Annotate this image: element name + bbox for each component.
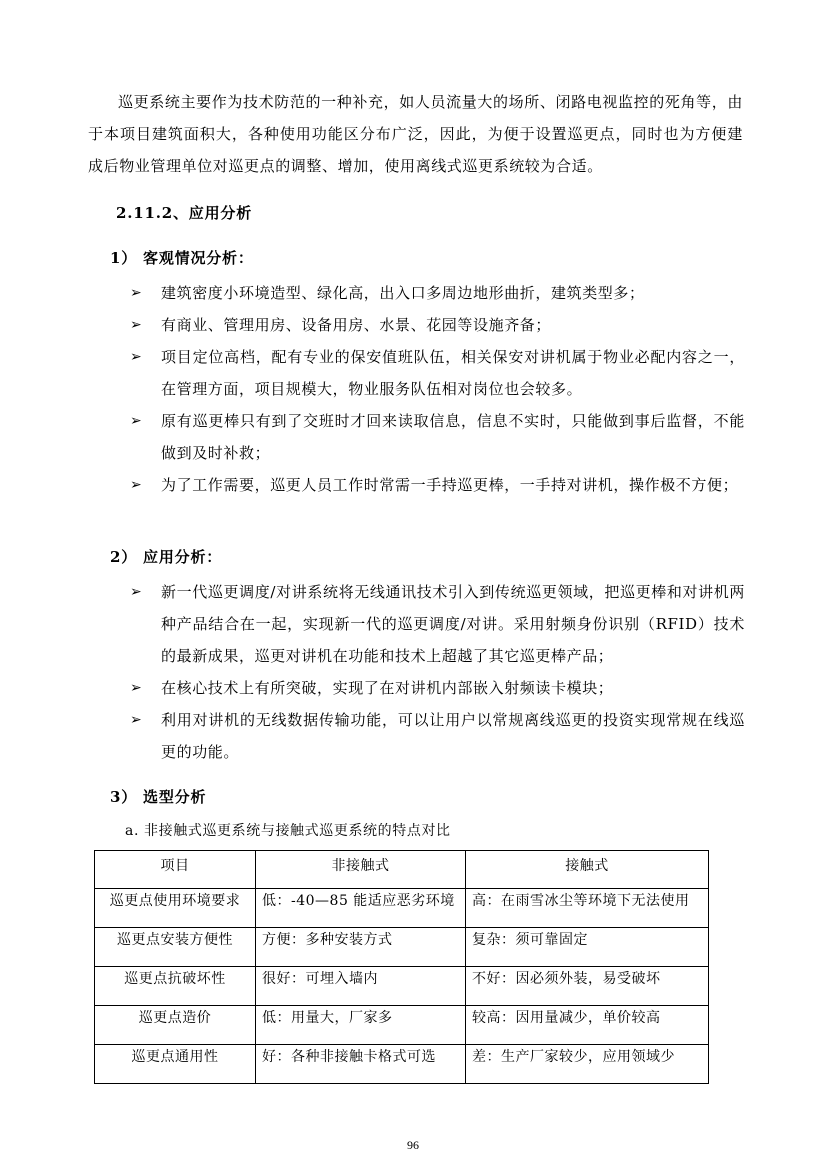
table-cell: 很好：可埋入墙内 <box>256 967 466 1006</box>
table-cell: 巡更点通用性 <box>95 1045 256 1084</box>
page-number: 96 <box>407 1138 419 1152</box>
table-cell: 高：在雨雪冰尘等环境下无法使用 <box>466 889 709 928</box>
arrow-bullet-icon: ➢ <box>130 413 143 429</box>
arrow-bullet-icon: ➢ <box>130 584 143 600</box>
table-cell: 巡更点抗破坏性 <box>95 967 256 1006</box>
table-cell: 巡更点使用环境要求 <box>95 889 256 928</box>
table-cell: 复杂：须可靠固定 <box>466 928 709 967</box>
column-header: 接触式 <box>466 851 709 889</box>
list-item-text: 为了工作需要，巡更人员工作时常需一手持巡更棒，一手持对讲机，操作极不方便； <box>161 476 739 494</box>
table-cell: 方便：多种安装方式 <box>256 928 466 967</box>
comparison-table <box>94 850 709 1084</box>
list-item <box>130 576 745 672</box>
list-item-text: 新一代巡更调度/对讲系统将无线通讯技术引入到传统巡更领域，把巡更棒和对讲机两种产品结合在一起，实现新一代的巡更调度/对讲。采用射频身份识别（RFID）技术的最新成果，巡更对讲机在功能和技术上超越了其它巡更棒产品； <box>161 583 745 665</box>
list-item-text: 在核心技术上有所突破，实现了在对讲机内部嵌入射频读卡模块； <box>161 679 614 697</box>
table-row <box>95 1006 709 1045</box>
table-cell: 不好：因必须外装，易受破坏 <box>466 967 709 1006</box>
subsection-2-heading: 2） 应用分析： <box>110 548 223 566</box>
list-item <box>130 672 745 704</box>
list-item <box>130 341 745 405</box>
arrow-bullet-icon: ➢ <box>130 317 143 333</box>
section-heading: 2.11.2、应用分析 <box>116 204 252 222</box>
arrow-bullet-icon: ➢ <box>130 680 143 696</box>
list-item <box>130 309 745 341</box>
table-caption: a. 非接触式巡更系统与接触式巡更系统的特点对比 <box>125 823 451 839</box>
subsection-1-heading: 1） 客观情况分析： <box>110 249 254 267</box>
list-item-text: 建筑密度小环境造型、绿化高，出入口多周边地形曲折，建筑类型多； <box>161 284 645 302</box>
subsection-3-heading: 3） 选型分析 <box>110 788 207 806</box>
intro-paragraph: 巡更系统主要作为技术防范的一种补充，如人员流量大的场所、闭路电视监控的死角等，由于本项目建筑面积大，各种使用功能区分布广泛，因此，为便于设置巡更点，同时也为方便建成后物业管理单位对巡更点的调整、增加，使用离线式巡更系统较为合适。 <box>88 93 743 175</box>
list-item <box>130 469 745 501</box>
arrow-bullet-icon: ➢ <box>130 477 143 493</box>
table-cell: 好：各种非接触卡格式可选 <box>256 1045 466 1084</box>
arrow-bullet-icon: ➢ <box>130 712 143 728</box>
list-item-text: 项目定位高档，配有专业的保安值班队伍，相关保安对讲机属于物业必配内容之一，在管理方面，项目规模大，物业服务队伍相对岗位也会较多。 <box>161 348 745 398</box>
list-item-text: 原有巡更棒只有到了交班时才回来读取信息，信息不实时，只能做到事后监督，不能做到及时补救； <box>161 412 745 462</box>
table-cell: 低：-40—85 能适应恶劣环境 <box>256 889 466 928</box>
table-cell: 巡更点造价 <box>95 1006 256 1045</box>
list-item-text: 有商业、管理用房、设备用房、水景、花园等设施齐备； <box>161 316 552 334</box>
arrow-bullet-icon: ➢ <box>130 285 143 301</box>
table-cell: 差：生产厂家较少，应用领域少 <box>466 1045 709 1084</box>
list-item <box>130 704 745 768</box>
table-row <box>95 967 709 1006</box>
table-cell: 低：用量大，厂家多 <box>256 1006 466 1045</box>
table-cell: 巡更点安装方便性 <box>95 928 256 967</box>
list-item-text: 利用对讲机的无线数据传输功能，可以让用户以常规离线巡更的投资实现常规在线巡更的功能。 <box>161 711 745 761</box>
table-row <box>95 889 709 928</box>
column-header: 项目 <box>95 851 256 889</box>
table-row <box>95 928 709 967</box>
table-cell: 较高：因用量减少，单价较高 <box>466 1006 709 1045</box>
subsection-2-list <box>130 576 745 768</box>
list-item <box>130 277 745 309</box>
table-header-row <box>95 851 709 889</box>
column-header: 非接触式 <box>256 851 466 889</box>
subsection-1-list <box>130 277 745 501</box>
list-item <box>130 405 745 469</box>
arrow-bullet-icon: ➢ <box>130 349 143 365</box>
table-row <box>95 1045 709 1084</box>
